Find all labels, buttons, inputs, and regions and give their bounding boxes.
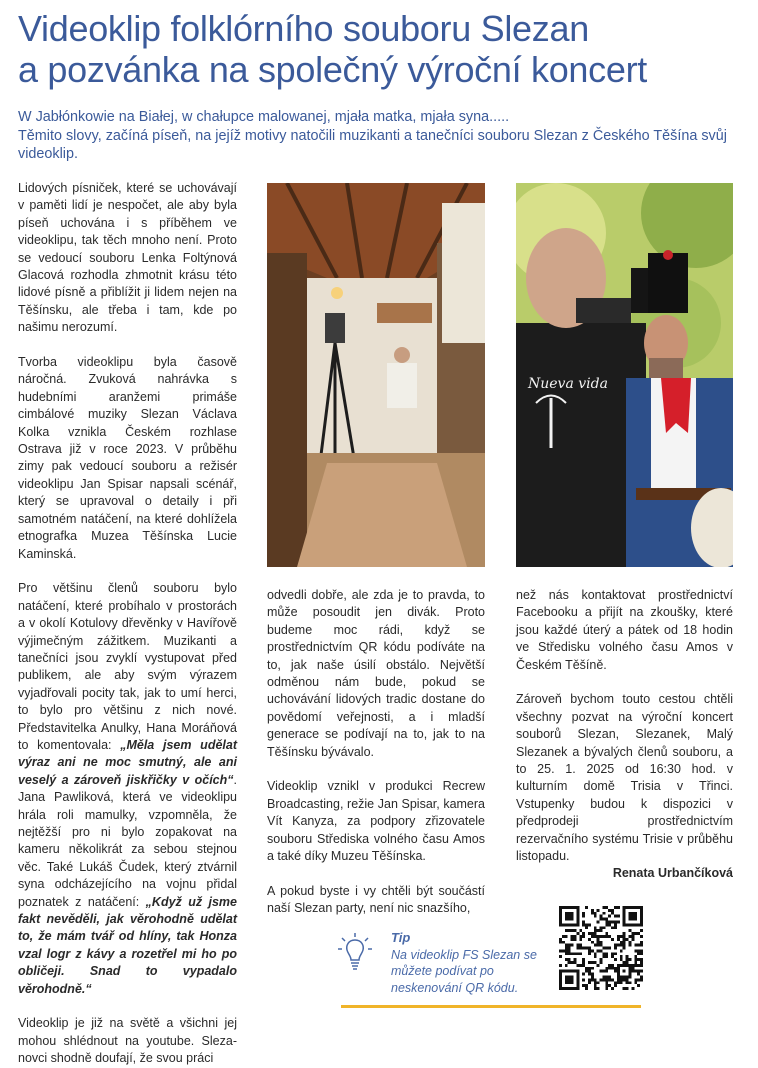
paragraph: Videoklip je již na světě a všichni jej mohou shlédnout na youtube. Slezanovci shodně doufají, že svou práci — [18, 1016, 237, 1066]
lead-line: Těmito slovy, začíná píseň, na jejíž motivy natočili muzikanti a tanečníci souboru Slezan z Českého Těšína svůj videoklip. — [18, 127, 727, 162]
photo-film-set-interior — [267, 183, 485, 567]
paragraph — [18, 580, 237, 998]
shirt-print-text: Nueva vida — [528, 376, 608, 392]
paragraph: A pokud byste i vy chtěli být součástí naší Slezan party, není nic snazšího, — [267, 883, 485, 916]
paragraph: Lidových písniček, které se uchovávají v paměti lidí je nespočet, ale aby byla píseň uchována i s příběhem ve videoklipu, tak těch mnoho není. Proto se vedoucí souboru Lenka Foltýnová Glacová rozhodla zhmotnit krásu této lidové písně a přiblížit ji lidem nejen na Těšínsku, ale třeba i tam, kde po našimu nerozumí. — [18, 181, 237, 335]
tip-text-line: neskenování QR kódu. — [391, 980, 519, 995]
tip-box — [391, 930, 546, 996]
author-signature: Renata Urbančíková — [612, 866, 733, 881]
qr-code-icon[interactable] — [559, 906, 643, 990]
tip-text-line: můžete podívat po — [391, 964, 494, 978]
article-title-line: a pozvánka na společný výroční koncert — [18, 49, 647, 90]
paragraph-text: . Jana Pawliková, která ve videoklipu hrála roli mamulky, vzpomněla, že nejtěžší pro ni bylo zopakovat na kameru několikrát za sebou stejnou věc. Také Lukáš Čudek, který ztvárnil syna odcházejícího na vojnu přidal poznatek z natáčení: — [18, 772, 237, 909]
article-title — [18, 8, 738, 90]
paragraph: Videoklip vznikl v produkci Recrew Broadcasting, režie Jan Spisar, kamera Vít Kanyza, za podpory zřizovatele souboru Střediska volného času Amos a také díky Muzeu Těšínska. — [267, 779, 485, 864]
lead-line: W Jabłónkowie na Białej, w chałupce malowanej, mjała matka, mjała syna..... — [18, 109, 510, 125]
text-column-1 — [18, 180, 237, 1068]
tip-accent-rule — [341, 1005, 641, 1008]
paragraph-text: Pro většinu členů souboru bylo natáčení, které probíhalo v prostorách a v okolí Kotulovy dřevěnky v Havířově výjimečným zážitkem. Muzikanti a tanečníci jsou zvyklí vystupovat před publikem, ale aby svým výrazem vyjadřovali pocity tak, jak to umí herci, to bylo pro většinu z nich nové. Představitelka Anulky, Hana Moráňová to komentovala: — [18, 581, 237, 752]
article-lead — [18, 108, 743, 164]
paragraph: odvedli dobře, ale zda je to pravda, to může posoudit jen divák. Proto budeme moc rádi, když se prostřednictvím QR kódu podíváte na to, jak naše úsilí obstálo. Největší odměnou nám bude, pokud se uchovávání lidových tradic dostane do povědomí veřejnosti, a i mladší generace se podívají na to, jak to na Těšínsku bývávalo. — [267, 588, 485, 759]
text-column-3 — [516, 587, 733, 900]
paragraph: Zároveň bychom touto cestou chtěli všechny pozvat na výroční koncert souborů Slezan, Slezanek, Malý Slezanek a bývalých členů souboru, a to 25. 1. 2025 od 16:30 hod. v kulturním domě Trisia v Třinci. Vstupenky budou k dispozici v předprodeji prostřednictvím rezervačního systému Trisie v průběhu listopadu. — [516, 692, 733, 864]
article-title-line: Videoklip folklórního souboru Slezan — [18, 8, 589, 49]
paragraph: než nás kontaktovat prostřednictví Facebooku a přijít na zkoušky, které jsou každé úterý a pátek od 18 hodin ve Středisku volného času Amos v Českém Těšíně. — [516, 588, 733, 672]
tip-heading: Tip — [391, 930, 411, 945]
tip-text-line: Na videoklip FS Slezan se — [391, 947, 537, 962]
paragraph: Tvorba videoklipu byla časově náročná. Zvuková nahrávka s hudebními aranžemi primáše cimbálové muziky Slezan Václava Kolka vznikla Českém rozhlase Ostrava již v roce 2023. V průběhu zimy pak vedoucí souboru a režisér videoklipu Jan Spisar napsali scénář, který se upravoval o detaily i při samotném natáčení, na které dohlížela etnografka Muzea Těšínska Lucie Kaminská. — [18, 355, 237, 561]
photo-singer-with-camera — [516, 183, 733, 567]
text-column-2 — [267, 587, 485, 918]
quote: „Když už jsme fakt nevěděli, jak věrohodně udělat to, že mám tvář od hlíny, tak Honza vzal logr z kávy a rozetřel mi ho po obličeji. Snad to vypadalo věrohodně.“ — [18, 894, 237, 996]
quote: „Měla jsem udělat výraz ani ne moc smutný, ale ani veselý a zároveň jiskřičky v očích“ — [18, 737, 237, 787]
lightbulb-icon — [338, 932, 372, 972]
